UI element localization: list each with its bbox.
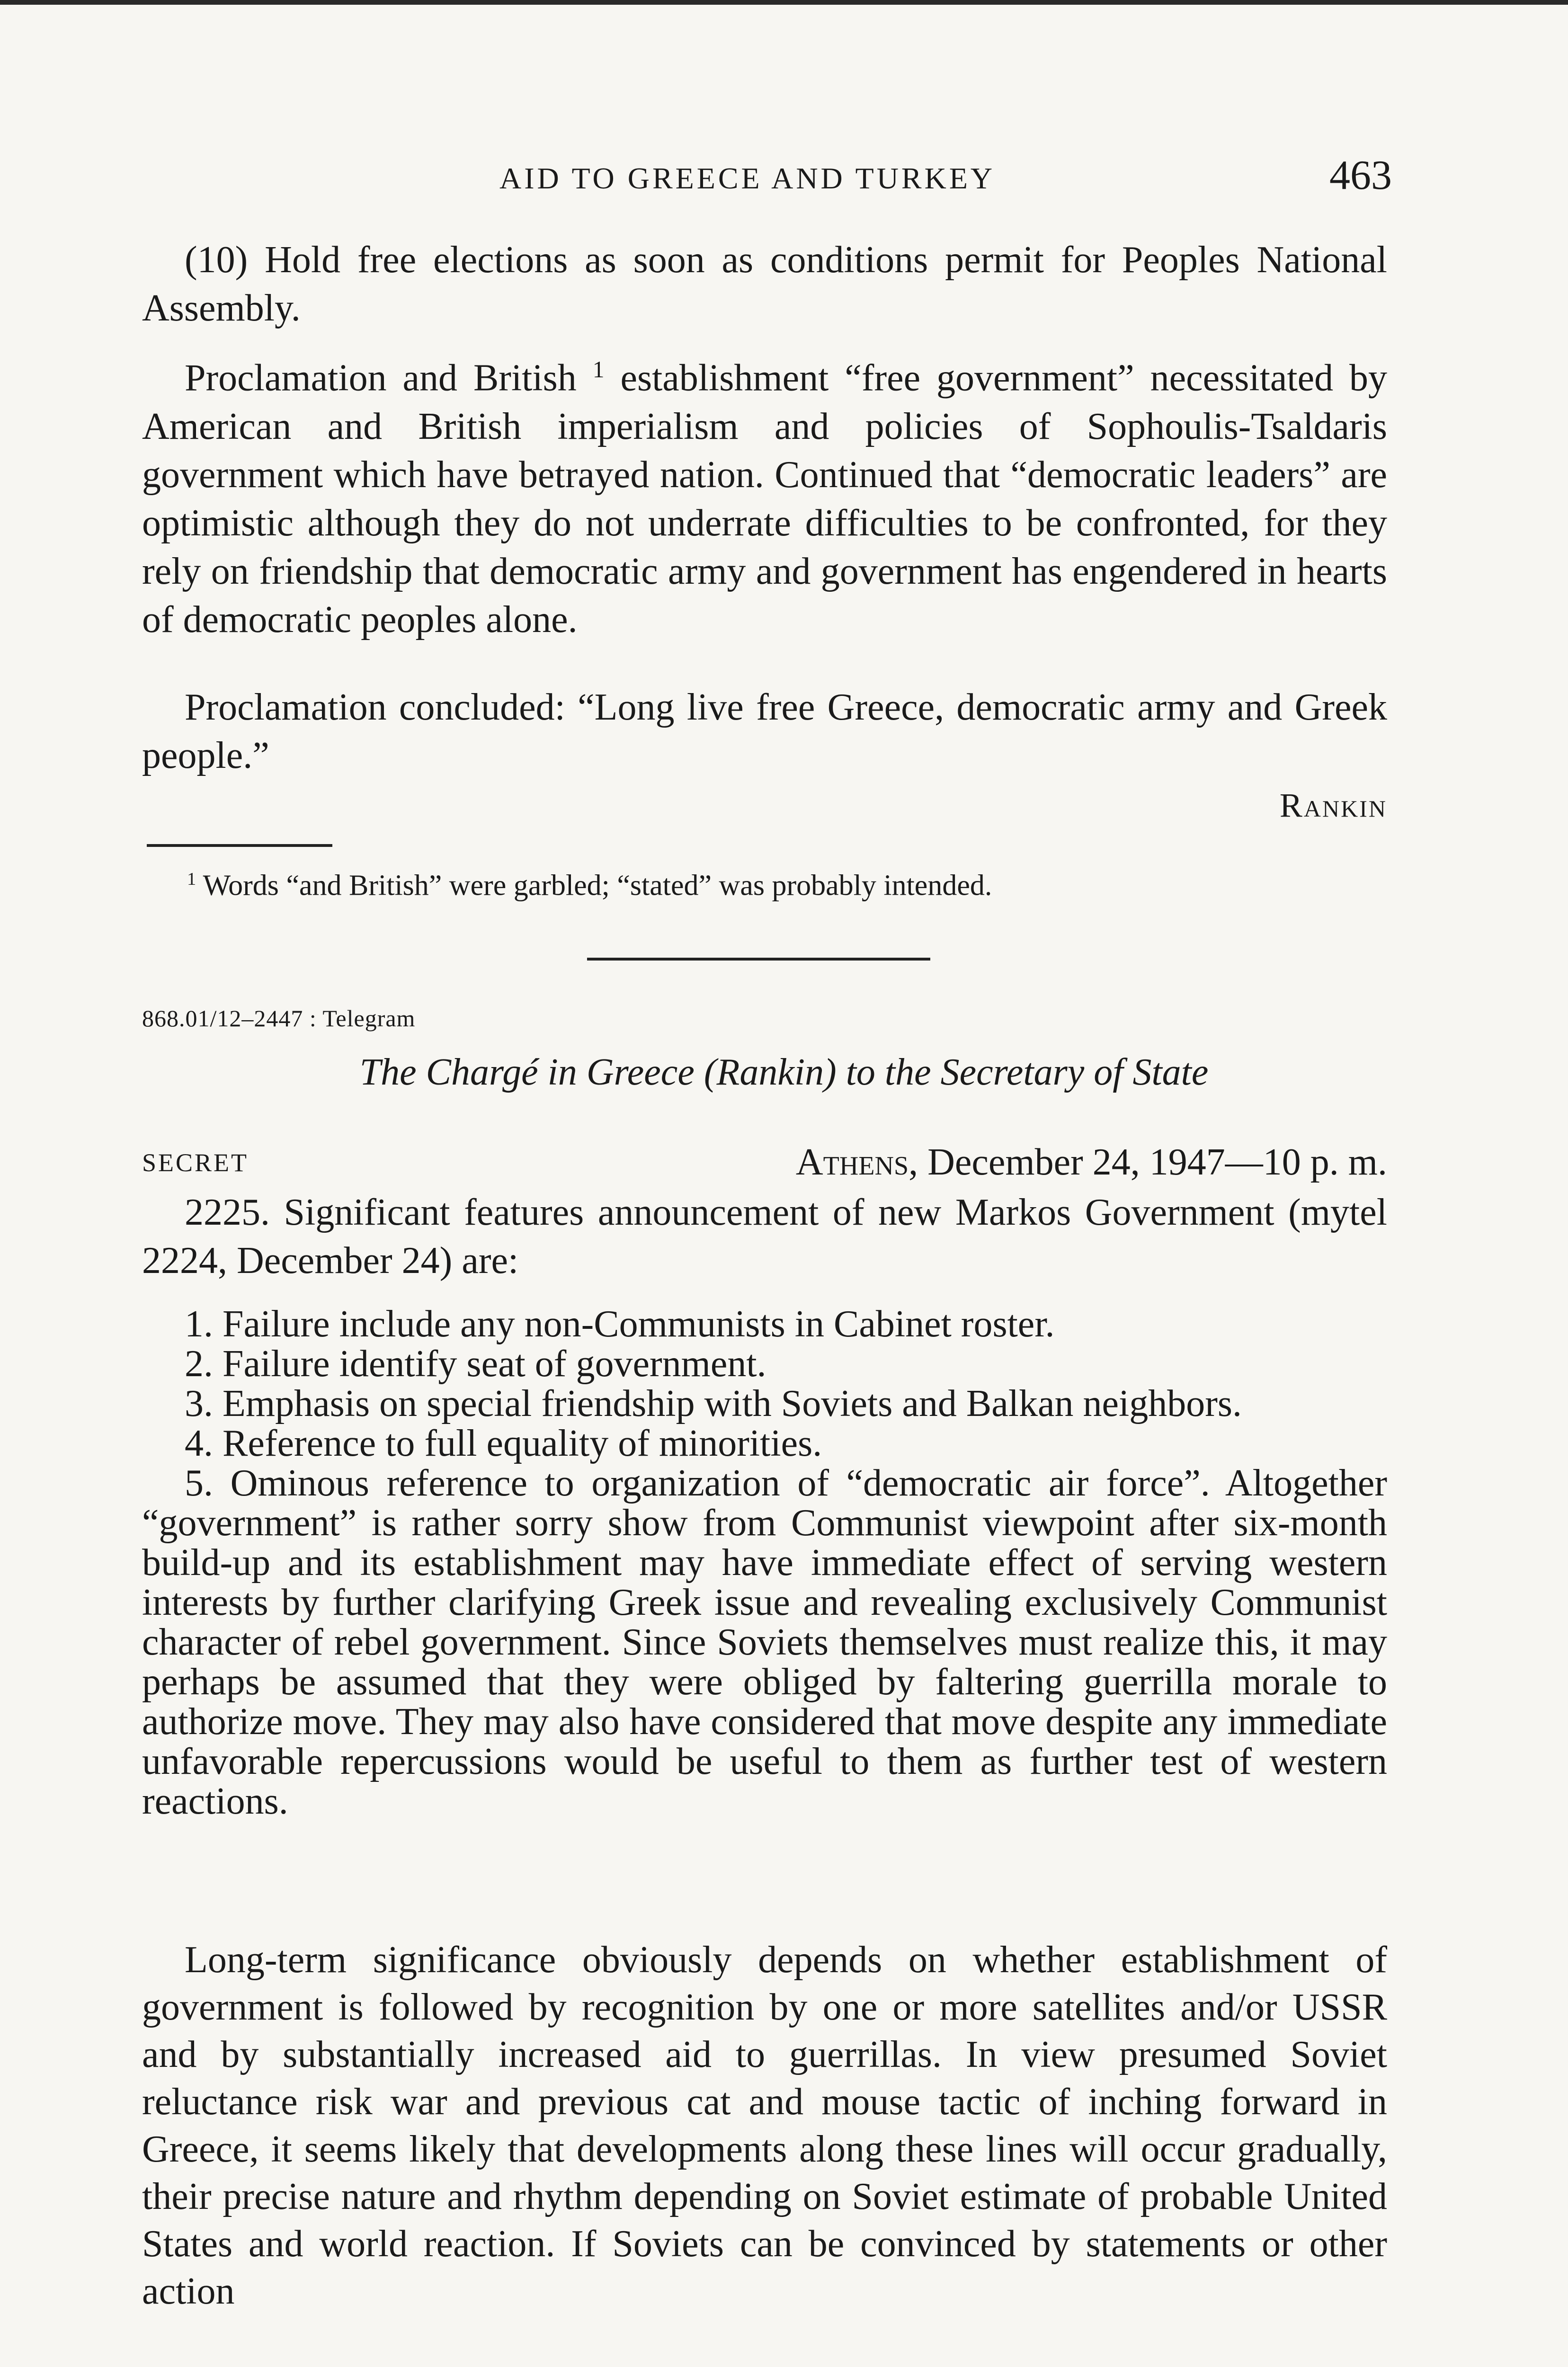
paragraph-free-elections: (10) Hold free elections as soon as conditions permit for Peoples National Assembly. [142, 239, 1387, 329]
footnote-reference-mark: 1 [592, 356, 605, 383]
footnote-divider [147, 844, 332, 847]
footnote [187, 869, 992, 903]
dateline-place: Athens, [795, 1141, 918, 1183]
paragraph-proclamation-rest: establishment “free government” necessitated by American and British imperialism and policies of Sophoulis-Tsaldaris government which have betrayed nation. Continued that “democratic leaders” are optimistic although they do not underrate difficulties to be confronted, for they rely on friendship that democratic army and government has engendered in hearts of democratic peoples alone. [142, 357, 1388, 641]
paragraph-proclamation-start: Proclamation and British [185, 357, 577, 399]
list-item: 5. Ominous reference to organization of “democratic air force”. Altogether “government” is rather sorry show from Communist viewpoint after six-month build-up and its establishment may have immediate effect of serving western interests by further clarifying Greek issue and revealing exclusively Communist character of rebel government. Since Soviets themselves must realize this, it may perhaps be assumed that they were obliged by faltering guerrilla morale to authorize move. They may also have considered that move despite any immediate unfavorable repercussions would be useful to them as further test of western reactions. [142, 1462, 1387, 1822]
section-divider [587, 958, 930, 961]
list-item: 4. Reference to full equality of minorities. [185, 1423, 822, 1464]
list-item: 1. Failure include any non-Communists in Cabinet roster. [185, 1303, 1055, 1345]
list-item: 2. Failure identify seat of government. [185, 1343, 766, 1385]
document-title: The Chargé in Greece (Rankin) to the Secretary of State [359, 1051, 1209, 1093]
footnote-mark: 1 [187, 869, 196, 889]
footnote-text: Words “and British” were garbled; “stated” was probably intended. [203, 869, 992, 902]
running-head: AID TO GREECE AND TURKEY [499, 161, 996, 195]
closing-paragraph: Long-term significance obviously depends on whether establishment of government is followed by recognition by one or more satellites and/or USSR and by substantially increased aid to guerrillas. In view presumed Soviet reluctance risk war and previous cat and mouse tactic of inching forward in Greece, it seems likely that developments along these lines will occur gradually, their precise nature and rhythm depending on Soviet estimate of probable United States and world reaction. If Soviets can be convinced by statements or other action [142, 1939, 1387, 2312]
list-item: 3. Emphasis on special friendship with Soviets and Balkan neighbors. [185, 1383, 1242, 1424]
top-border [0, 0, 1568, 5]
paragraph-proclamation-concluded: Proclamation concluded: “Long live free Greece, democratic army and Greek people.” [142, 686, 1387, 776]
dateline-date: December 24, 1947—10 p. m. [927, 1141, 1387, 1183]
page-number: 463 [1329, 152, 1392, 198]
signature: Rankin [1279, 786, 1387, 824]
classification-label: SECRET [142, 1148, 249, 1177]
document-reference: 868.01/12–2447 : Telegram [142, 1005, 416, 1032]
paragraph-proclamation [142, 346, 1387, 644]
features-list [142, 1304, 1387, 1821]
telegram-intro: 2225. Significant features announcement of new Markos Government (mytel 2224, December 24) are: [142, 1192, 1387, 1281]
dateline [796, 1141, 1387, 1184]
